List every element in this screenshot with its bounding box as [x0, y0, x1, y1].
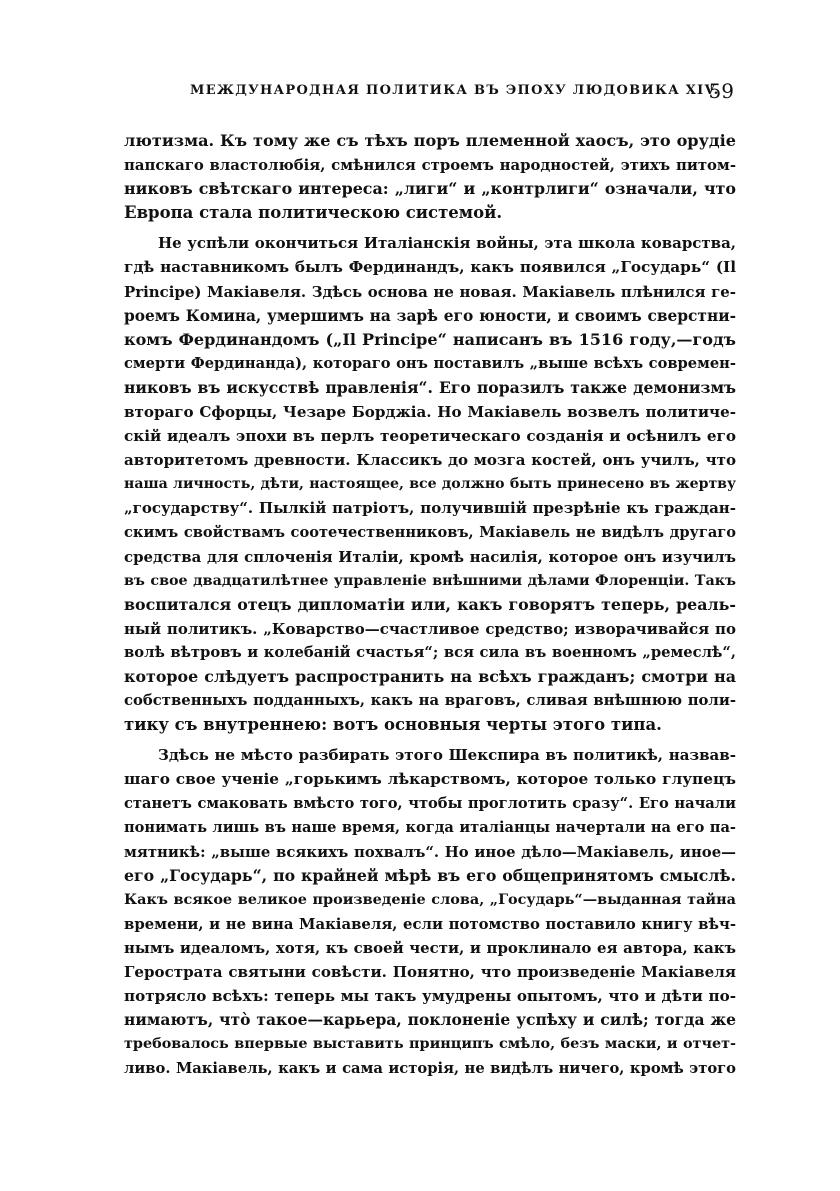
- text-line: мятникѣ: „выше всякихъ похвалъ“. Но иное дѣло—Макіавель, иное—: [124, 842, 736, 861]
- text-line: смерти Фердинанда), котораго онъ поставилъ „выше всѣхъ современ-: [124, 354, 736, 372]
- text-line: волѣ вѣтровъ и колебаній счастья“; вся сила въ военномъ „ремеслѣ“,: [124, 643, 736, 661]
- paragraph: [124, 231, 736, 737]
- paragraph: [124, 129, 736, 225]
- text-line: Европа стала политическою системой.: [124, 203, 503, 223]
- text-line: собственныхъ подданныхъ, какъ на враговъ, сливая внѣшнюю поли-: [124, 692, 736, 710]
- text-line: Principe) Макіавеля. Здѣсь основа не новая. Макіавель плѣнился ге-: [124, 282, 736, 301]
- text-line: нимаютъ, что̀ такое—карьера, поклоненіе успѣху и силѣ; тогда же: [124, 1010, 736, 1030]
- text-line: наша личность, дѣти, настоящее, все должно быть принесено въ жертву: [124, 476, 736, 493]
- text-line: никовъ свѣтскаго интереса: „лиги“ и „контрлиги“ означали, что: [124, 179, 736, 199]
- running-head: [124, 79, 736, 107]
- text-line: требовалось впервые выставить принципъ смѣло, безъ маски, и отчет-: [124, 1035, 736, 1053]
- text-line: гдѣ наставникомъ былъ Фердинандъ, какъ появился „Государь“ (Il: [124, 258, 736, 277]
- text-line: комъ Фердинандомъ („Il Principe“ написанъ въ 1516 году,—годъ: [124, 329, 736, 349]
- text-line: ливо. Макіавель, какъ и сама исторія, не видѣлъ ничего, кромѣ этого: [124, 1059, 736, 1077]
- text-line: „государству“. Пылкій патріотъ, получившій презрѣніе къ граждан-: [124, 499, 736, 518]
- text-line: потрясло всѣхъ: теперь мы такъ умудрены опытомъ, что и дѣти по-: [124, 987, 736, 1006]
- text-line: роемъ Комина, умершимъ на зарѣ его юности, и своимъ сверстни-: [124, 306, 736, 325]
- text-line: времени, и не вина Макіавеля, если потомство поставило книгу вѣч-: [124, 915, 736, 933]
- text-line: воспитался отецъ дипломатіи или, какъ говорятъ теперь, реаль-: [124, 594, 736, 614]
- running-head-title: МЕЖДУНАРОДНАЯ ПОЛИТИКА ВЪ ЭПОХУ ЛЮДОВИКА XIV.: [190, 83, 720, 98]
- body-text: [124, 129, 736, 1081]
- page-number: 59: [708, 79, 734, 103]
- text-line: папскаго властолюбія, смѣнился строемъ народностей, этихъ питом-: [124, 156, 736, 175]
- paragraph: [124, 743, 736, 1080]
- text-line: нымъ идеаломъ, хотя, къ своей чести, и проклинало ея автора, какъ: [124, 939, 736, 958]
- text-line: тику съ внутреннею: вотъ основныя черты этого типа.: [124, 715, 662, 735]
- text-line: втораго Сфорцы, Чезаре Борджіа. Но Макіавель возвелъ политиче-: [124, 403, 736, 422]
- text-line: станетъ смаковать вмѣсто того, чтобы проглотить сразу“. Его начали: [124, 794, 736, 812]
- text-line: шаго свое ученіе „горькимъ лѣкарствомъ, которое только глупецъ: [124, 770, 736, 789]
- text-line: средства для сплоченія Италіи, кромѣ насилія, которое онъ изучилъ: [124, 547, 736, 566]
- text-line: авторитетомъ древности. Классикъ до мозга костей, онъ училъ, что: [124, 451, 736, 470]
- text-line: никовъ въ искусствѣ правленія“. Его поразилъ также демонизмъ: [124, 377, 736, 397]
- text-line: его „Государь“, по крайней мѣрѣ въ его общепринятомъ смыслѣ.: [124, 865, 736, 885]
- text-line: ный политикъ. „Коварство—счастливое средство; изворачивайся по: [124, 619, 736, 638]
- text-line: въ свое двадцатилѣтнее управленіе внѣшними дѣлами Флоренціи. Такъ: [124, 572, 736, 589]
- text-line: Какъ всякое великое произведеніе слова, „Государь“—выданная тайна: [124, 890, 736, 908]
- text-line: Герострата святыни совѣсти. Понятно, что произведеніе Макіавеля: [124, 963, 736, 982]
- text-line: которое слѣдуетъ распространить на всѣхъ гражданъ; смотри на: [124, 667, 736, 687]
- text-line: понимать лишь въ наше время, когда италіанцы начертали на его па-: [124, 818, 736, 836]
- text-line: скій идеалъ эпохи въ перлъ теоретическаго созданія и осѣнилъ его: [124, 427, 736, 446]
- text-line: скимъ свойствамъ соотечественниковъ, Макіавель не видѣлъ другаго: [124, 523, 736, 541]
- text-line: Не успѣли окончиться Италіанскія войны, эта школа коварства,: [158, 234, 736, 253]
- text-line: Здѣсь не мѣсто разбирать этого Шекспира въ политикѣ, назвав-: [158, 746, 736, 765]
- text-line: лютизма. Къ тому же съ тѣхъ поръ племенной хаосъ, это орудіе: [124, 131, 736, 150]
